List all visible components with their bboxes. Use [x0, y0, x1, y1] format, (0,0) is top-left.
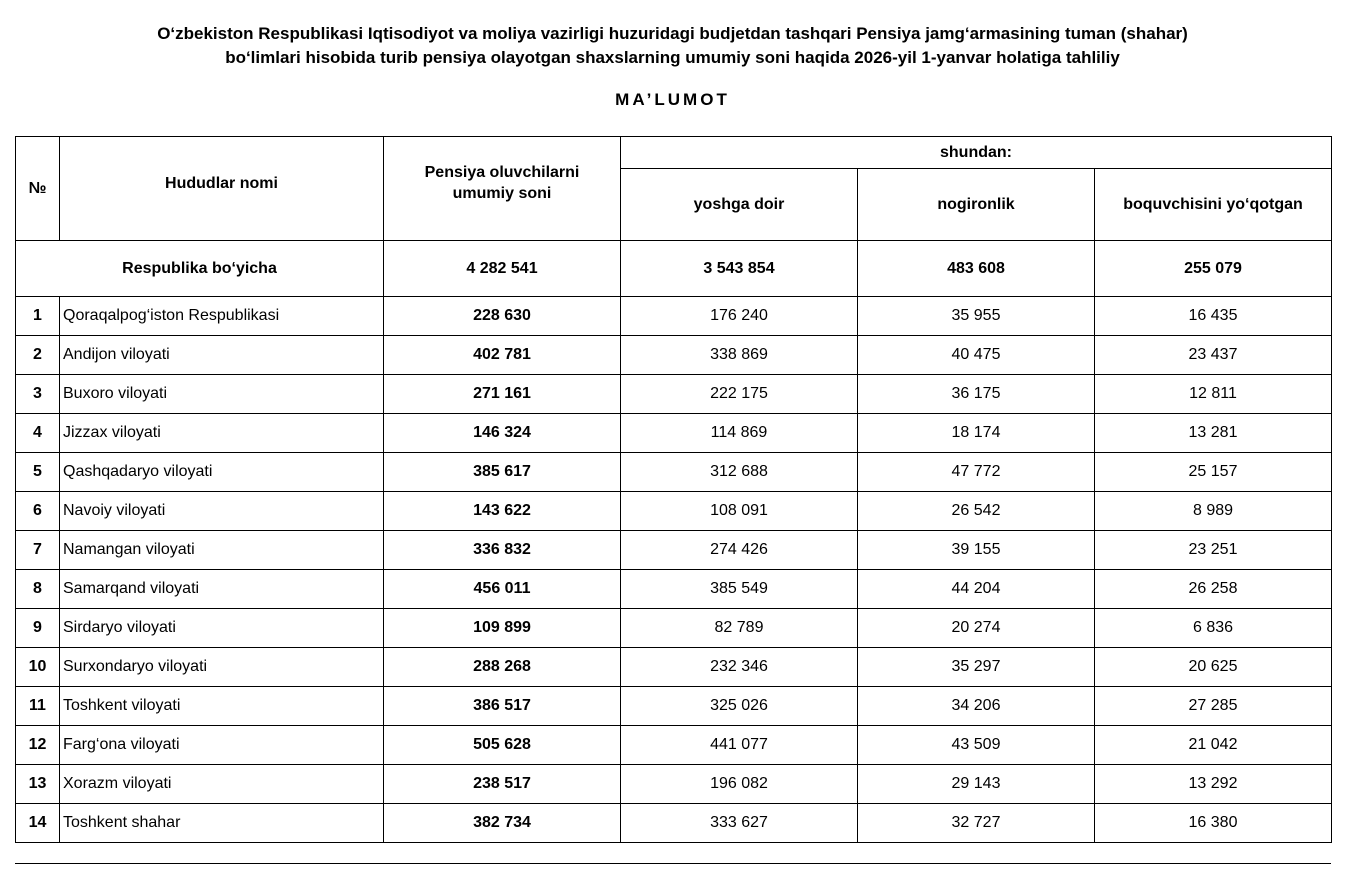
row-region: Samarqand viloyati	[60, 570, 384, 609]
row-disability: 32 727	[858, 804, 1095, 843]
row-region: Namangan viloyati	[60, 531, 384, 570]
row-region: Toshkent viloyati	[60, 687, 384, 726]
header-total	[384, 137, 621, 241]
row-age: 385 549	[621, 570, 858, 609]
row-region: Farg‘ona viloyati	[60, 726, 384, 765]
row-survivor: 20 625	[1095, 648, 1332, 687]
row-age: 114 869	[621, 414, 858, 453]
row-num: 3	[16, 375, 60, 414]
row-region: Qashqadaryo viloyati	[60, 453, 384, 492]
row-disability: 20 274	[858, 609, 1095, 648]
bottom-rule	[15, 863, 1331, 864]
row-num: 4	[16, 414, 60, 453]
row-total: 402 781	[384, 336, 621, 375]
row-survivor: 13 292	[1095, 765, 1332, 804]
row-num: 7	[16, 531, 60, 570]
row-num: 6	[16, 492, 60, 531]
total-survivor: 255 079	[1095, 241, 1332, 297]
row-total: 456 011	[384, 570, 621, 609]
row-disability: 43 509	[858, 726, 1095, 765]
row-disability: 18 174	[858, 414, 1095, 453]
row-survivor: 16 435	[1095, 297, 1332, 336]
row-num: 9	[16, 609, 60, 648]
table-row	[16, 804, 1332, 843]
table-row	[16, 414, 1332, 453]
row-total: 109 899	[384, 609, 621, 648]
row-num: 1	[16, 297, 60, 336]
row-age: 333 627	[621, 804, 858, 843]
row-survivor: 25 157	[1095, 453, 1332, 492]
row-total: 505 628	[384, 726, 621, 765]
row-total: 146 324	[384, 414, 621, 453]
row-total: 238 517	[384, 765, 621, 804]
row-age: 108 091	[621, 492, 858, 531]
table-row	[16, 648, 1332, 687]
document-subtitle: MA’LUMOT	[615, 90, 730, 109]
header-age: yoshga doir	[621, 169, 858, 241]
row-total: 228 630	[384, 297, 621, 336]
row-num: 12	[16, 726, 60, 765]
row-age: 222 175	[621, 375, 858, 414]
row-num: 10	[16, 648, 60, 687]
row-disability: 26 542	[858, 492, 1095, 531]
row-region: Jizzax viloyati	[60, 414, 384, 453]
header-num: №	[16, 137, 60, 241]
row-survivor: 27 285	[1095, 687, 1332, 726]
table-row	[16, 492, 1332, 531]
total-age: 3 543 854	[621, 241, 858, 297]
table-row	[16, 609, 1332, 648]
row-total: 386 517	[384, 687, 621, 726]
header-survivor: boquvchisini yo‘qotgan	[1095, 169, 1332, 241]
header-region-label: Hududlar nomi	[165, 175, 278, 192]
row-region: Xorazm viloyati	[60, 765, 384, 804]
row-num: 5	[16, 453, 60, 492]
row-disability: 40 475	[858, 336, 1095, 375]
row-total: 385 617	[384, 453, 621, 492]
total-disability: 483 608	[858, 241, 1095, 297]
document-title	[0, 22, 1345, 70]
total-row	[16, 241, 1332, 297]
row-survivor: 13 281	[1095, 414, 1332, 453]
header-disability: nogironlik	[858, 169, 1095, 241]
row-total: 271 161	[384, 375, 621, 414]
row-num: 2	[16, 336, 60, 375]
table-row	[16, 570, 1332, 609]
title-line-2: bo‘limlari hisobida turib pensiya olayotgan shaxslarning umumiy soni haqida 2026-yil 1-yanvar holatiga tahliliy	[225, 48, 1120, 67]
table-body	[16, 241, 1332, 843]
row-disability: 47 772	[858, 453, 1095, 492]
row-region: Toshkent shahar	[60, 804, 384, 843]
row-age: 196 082	[621, 765, 858, 804]
row-region: Buxoro viloyati	[60, 375, 384, 414]
row-disability: 36 175	[858, 375, 1095, 414]
header-group: shundan:	[621, 137, 1332, 169]
row-disability: 34 206	[858, 687, 1095, 726]
row-disability: 39 155	[858, 531, 1095, 570]
row-survivor: 23 437	[1095, 336, 1332, 375]
table-header	[16, 137, 1332, 241]
row-age: 338 869	[621, 336, 858, 375]
pension-table	[15, 136, 1332, 843]
row-total: 288 268	[384, 648, 621, 687]
row-age: 441 077	[621, 726, 858, 765]
row-region: Sirdaryo viloyati	[60, 609, 384, 648]
row-survivor: 8 989	[1095, 492, 1332, 531]
row-total: 382 734	[384, 804, 621, 843]
row-age: 325 026	[621, 687, 858, 726]
row-total: 143 622	[384, 492, 621, 531]
row-region: Navoiy viloyati	[60, 492, 384, 531]
row-disability: 35 955	[858, 297, 1095, 336]
table-row	[16, 336, 1332, 375]
table-row	[16, 765, 1332, 804]
title-line-1: O‘zbekiston Respublikasi Iqtisodiyot va moliya vazirligi huzuridagi budjetdan tashqari Pensiya jamg‘armasining tuman (shahar)	[157, 24, 1188, 43]
row-survivor: 6 836	[1095, 609, 1332, 648]
row-survivor: 16 380	[1095, 804, 1332, 843]
row-age: 176 240	[621, 297, 858, 336]
table-row	[16, 726, 1332, 765]
header-region	[60, 137, 384, 241]
table-row	[16, 297, 1332, 336]
row-total: 336 832	[384, 531, 621, 570]
row-num: 13	[16, 765, 60, 804]
row-num: 11	[16, 687, 60, 726]
row-region: Qoraqalpog‘iston Respublikasi	[60, 297, 384, 336]
row-age: 312 688	[621, 453, 858, 492]
row-survivor: 21 042	[1095, 726, 1332, 765]
table-row	[16, 687, 1332, 726]
row-disability: 44 204	[858, 570, 1095, 609]
table-row	[16, 531, 1332, 570]
row-age: 274 426	[621, 531, 858, 570]
row-region: Surxondaryo viloyati	[60, 648, 384, 687]
row-age: 232 346	[621, 648, 858, 687]
row-disability: 29 143	[858, 765, 1095, 804]
row-num: 14	[16, 804, 60, 843]
row-survivor: 23 251	[1095, 531, 1332, 570]
table-row	[16, 453, 1332, 492]
row-age: 82 789	[621, 609, 858, 648]
row-region: Andijon viloyati	[60, 336, 384, 375]
header-total-line-2: umumiy soni	[452, 184, 552, 202]
header-total-line-1: Pensiya oluvchilarni	[424, 163, 580, 181]
row-num: 8	[16, 570, 60, 609]
total-label: Respublika bo‘yicha	[16, 241, 384, 297]
row-disability: 35 297	[858, 648, 1095, 687]
row-survivor: 26 258	[1095, 570, 1332, 609]
total-total: 4 282 541	[384, 241, 621, 297]
row-survivor: 12 811	[1095, 375, 1332, 414]
table-row	[16, 375, 1332, 414]
